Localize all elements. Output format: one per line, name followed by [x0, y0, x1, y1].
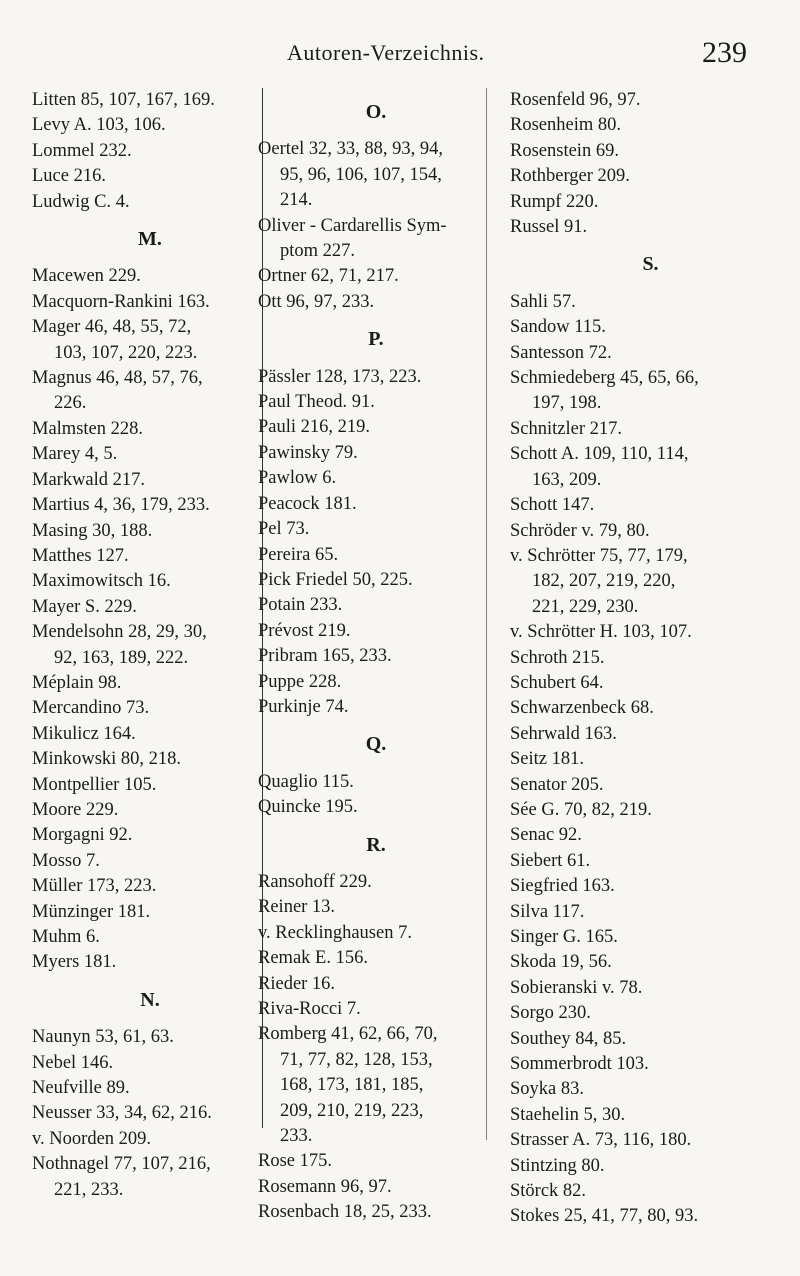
- entry-line: Matthes 127.: [32, 545, 129, 566]
- index-entry: [30, 823, 270, 848]
- entry-line: Pauli 216, 219.: [258, 417, 371, 438]
- index-column-1: [30, 88, 270, 1203]
- index-entry: [508, 874, 793, 899]
- entry-line: v. Recklinghausen 7.: [258, 922, 412, 943]
- index-entry: [256, 214, 496, 265]
- entry-line: Mendelsohn 28, 29, 30,: [32, 622, 207, 643]
- index-entry: [30, 493, 270, 518]
- entry-line: Muhm 6.: [32, 927, 100, 947]
- entry-line: Sorgo 230.: [510, 1003, 591, 1024]
- index-entry: [256, 517, 496, 542]
- index-entry: [256, 619, 496, 644]
- index-entry: [508, 1027, 793, 1052]
- entry-line: v. Schrötter 75, 77, 179,: [510, 545, 688, 566]
- entry-line: Purkinje 74.: [258, 696, 349, 717]
- index-entry: [256, 568, 496, 593]
- index-entry: [508, 1128, 793, 1153]
- index-entry: [508, 544, 793, 620]
- entry-line: Strasser A. 73, 116, 180.: [510, 1130, 692, 1151]
- index-entry: [508, 139, 793, 164]
- entry-line: Mager 46, 48, 55, 72,: [32, 317, 192, 338]
- index-entry: [508, 1179, 793, 1204]
- entry-line: Nothnagel 77, 107, 216,: [32, 1154, 211, 1175]
- entry-continuation: ptom 227.: [280, 241, 356, 262]
- entry-line: Riva-Rocci 7.: [258, 999, 361, 1019]
- entry-line: Skoda 19, 56.: [510, 952, 612, 973]
- index-entry: [30, 747, 270, 772]
- index-entry: [30, 1127, 270, 1152]
- entry-line: Moore 229.: [32, 799, 119, 820]
- entry-line: Maximowitsch 16.: [32, 571, 171, 592]
- entry-line: Singer G. 165.: [510, 927, 618, 947]
- index-entry: [256, 290, 496, 315]
- entry-line: Rosenheim 80.: [510, 115, 621, 136]
- entry-continuation: 233.: [280, 1126, 313, 1147]
- page-title: Autoren-Verzeichnis.: [287, 40, 485, 65]
- entry-line: Schröder v. 79, 80.: [510, 520, 650, 541]
- index-entry: [508, 164, 793, 189]
- entry-line: Senator 205.: [510, 774, 604, 795]
- entry-line: Seitz 181.: [510, 749, 584, 770]
- entry-line: Sobieranski v. 78.: [510, 977, 643, 998]
- index-entry: [256, 770, 496, 795]
- entry-line: Schnitzler 217.: [510, 418, 623, 439]
- entry-line: Rosenstein 69.: [510, 140, 619, 161]
- entry-line: Rumpf 220.: [510, 191, 599, 212]
- index-entry: [30, 722, 270, 747]
- index-entry: [30, 900, 270, 925]
- index-entry: [30, 290, 270, 315]
- index-entry: [30, 1152, 270, 1203]
- index-entry: [256, 795, 496, 820]
- entry-line: Markwald 217.: [32, 469, 146, 490]
- entry-line: Rosenbach 18, 25, 233.: [258, 1202, 432, 1223]
- entry-continuation: 221, 229, 230.: [532, 596, 639, 617]
- entry-line: Montpellier 105.: [32, 774, 157, 795]
- entry-line: Sée G. 70, 82, 219.: [510, 799, 652, 820]
- index-entry: [508, 215, 793, 240]
- index-entry: [30, 544, 270, 569]
- index-entry: [30, 595, 270, 620]
- entry-line: Silva 117.: [510, 901, 585, 922]
- entry-line: Pawinsky 79.: [258, 442, 358, 463]
- entry-line: Southey 84, 85.: [510, 1028, 627, 1049]
- entry-line: Schmiedeberg 45, 65, 66,: [510, 368, 699, 389]
- index-entry: [256, 1200, 496, 1225]
- entry-line: Pribram 165, 233.: [258, 646, 392, 667]
- section-letter: M.: [138, 228, 162, 251]
- index-entry: [30, 696, 270, 721]
- entry-line: Paul Theod. 91.: [258, 392, 375, 413]
- entry-line: Prévost 219.: [258, 620, 351, 641]
- index-column-2: [256, 88, 496, 1226]
- index-entry: [256, 972, 496, 997]
- index-entry: [508, 113, 793, 138]
- entry-continuation: 214.: [280, 190, 313, 211]
- entry-line: Pel 73.: [258, 519, 310, 540]
- index-entry: [30, 315, 270, 366]
- index-entry: [30, 164, 270, 189]
- entry-line: Méplain 98.: [32, 672, 122, 693]
- index-entry: [508, 341, 793, 366]
- entry-line: Litten 85, 107, 167, 169.: [32, 90, 215, 110]
- section-letter: N.: [140, 988, 160, 1011]
- index-entry: [508, 925, 793, 950]
- entry-continuation: 182, 207, 219, 220,: [532, 571, 676, 592]
- entry-line: Potain 233.: [258, 595, 343, 616]
- index-entry: [256, 137, 496, 213]
- index-entry: [256, 670, 496, 695]
- entry-line: Siegfried 163.: [510, 876, 615, 897]
- entry-line: Ludwig C. 4.: [32, 191, 130, 212]
- entry-continuation: 197, 198.: [532, 393, 602, 414]
- index-entry: [256, 466, 496, 491]
- entry-line: Mikulicz 164.: [32, 723, 136, 744]
- index-entry: [256, 264, 496, 289]
- index-entry: [256, 492, 496, 517]
- entry-continuation: 103, 107, 220, 223.: [54, 342, 198, 363]
- entry-line: Mercandino 73.: [32, 698, 150, 719]
- index-entry: [508, 646, 793, 671]
- entry-continuation: 221, 233.: [54, 1179, 124, 1200]
- index-entry: [30, 519, 270, 544]
- entry-line: Siebert 61.: [510, 850, 591, 871]
- index-entry: [30, 1076, 270, 1101]
- index-entry: [30, 849, 270, 874]
- entry-line: Minkowski 80, 218.: [32, 749, 182, 770]
- index-entry: [256, 543, 496, 568]
- entry-line: Romberg 41, 62, 66, 70,: [258, 1024, 438, 1045]
- entry-line: Quincke 195.: [258, 797, 358, 818]
- index-entry: [508, 442, 793, 493]
- index-entry: [30, 1101, 270, 1126]
- entry-line: Störck 82.: [510, 1181, 587, 1202]
- index-entry: [256, 870, 496, 895]
- index-entry: [30, 874, 270, 899]
- entry-continuation: 163, 209.: [532, 469, 602, 490]
- index-entry: [508, 315, 793, 340]
- entry-line: Pick Friedel 50, 225.: [258, 569, 413, 590]
- index-entry: [508, 773, 793, 798]
- index-entry: [508, 1103, 793, 1128]
- index-entry: [508, 976, 793, 1001]
- index-entry: [30, 1051, 270, 1076]
- section-letter: O.: [365, 101, 387, 123]
- entry-line: Ott 96, 97, 233.: [258, 291, 375, 312]
- entry-line: Schott A. 109, 110, 114,: [510, 444, 689, 465]
- page-number: 239: [702, 36, 747, 69]
- index-entry: [30, 264, 270, 289]
- index-entry: [30, 671, 270, 696]
- index-entry: [508, 696, 793, 721]
- index-entry: [256, 921, 496, 946]
- entry-line: Pereira 65.: [258, 544, 339, 565]
- entry-line: Masing 30, 188.: [32, 520, 153, 541]
- entry-line: Sommerbrodt 103.: [510, 1054, 649, 1075]
- index-entry: [30, 417, 270, 442]
- entry-line: Rieder 16.: [258, 973, 336, 994]
- index-entry: [508, 1052, 793, 1077]
- index-entry: [508, 620, 793, 645]
- index-entry: [256, 1149, 496, 1174]
- entry-line: Rosemann 96, 97.: [258, 1176, 392, 1197]
- section-letter: P.: [368, 328, 384, 351]
- index-entry: [508, 950, 793, 975]
- entry-line: Pässler 128, 173, 223.: [258, 366, 422, 387]
- entry-line: Malmsten 228.: [32, 418, 143, 439]
- index-entry: [30, 1025, 270, 1050]
- entry-line: v. Noorden 209.: [32, 1128, 152, 1149]
- index-entry: [30, 190, 270, 215]
- page-header: [0, 36, 800, 80]
- index-entry: [256, 415, 496, 440]
- entry-line: Rose 175.: [258, 1151, 332, 1172]
- entry-line: Myers 181.: [32, 952, 117, 973]
- entry-line: Naunyn 53, 61, 63.: [32, 1027, 174, 1048]
- entry-line: Macquorn-Rankini 163.: [32, 291, 210, 312]
- index-entry: [508, 1204, 793, 1229]
- entry-line: Reiner 13.: [258, 897, 336, 918]
- index-entry: [256, 365, 496, 390]
- index-entry: [508, 823, 793, 848]
- index-entry: [256, 1022, 496, 1149]
- index-entry: [508, 417, 793, 442]
- entry-line: Peacock 181.: [258, 493, 357, 514]
- index-entry: [30, 88, 270, 113]
- entry-line: Quaglio 115.: [258, 771, 354, 792]
- entry-line: Magnus 46, 48, 57, 76,: [32, 368, 203, 389]
- entry-line: Mayer S. 229.: [32, 596, 137, 617]
- entry-line: Rosenfeld 96, 97.: [510, 90, 641, 110]
- entry-continuation: 209, 210, 219, 223,: [280, 1100, 424, 1121]
- index-entry: [30, 139, 270, 164]
- index-entry: [256, 593, 496, 618]
- index-entry: [30, 925, 270, 950]
- entry-line: Schwarzenbeck 68.: [510, 698, 654, 719]
- entry-line: Morgagni 92.: [32, 825, 133, 846]
- entry-line: Schott 147.: [510, 495, 595, 516]
- entry-line: v. Schrötter H. 103, 107.: [510, 622, 692, 643]
- entry-line: Senac 92.: [510, 825, 582, 846]
- entry-line: Müller 173, 223.: [32, 876, 157, 897]
- entry-continuation: 168, 173, 181, 185,: [280, 1075, 424, 1096]
- entry-line: Neufville 89.: [32, 1078, 130, 1099]
- index-entry: [508, 519, 793, 544]
- entry-line: Rothberger 209.: [510, 166, 630, 187]
- entry-line: Sandow 115.: [510, 317, 606, 338]
- index-entry: [256, 390, 496, 415]
- index-entry: [508, 493, 793, 518]
- entry-line: Martius 4, 36, 179, 233.: [32, 495, 210, 516]
- entry-line: Levy A. 103, 106.: [32, 115, 166, 136]
- entry-line: Sehrwald 163.: [510, 723, 617, 744]
- entry-line: Stokes 25, 41, 77, 80, 93.: [510, 1206, 699, 1227]
- entry-line: Neusser 33, 34, 62, 216.: [32, 1103, 212, 1124]
- entry-line: Schubert 64.: [510, 672, 604, 693]
- entry-line: Stintzing 80.: [510, 1155, 605, 1176]
- entry-line: Soyka 83.: [510, 1079, 584, 1100]
- entry-line: Luce 216.: [32, 166, 106, 187]
- index-entry: [256, 644, 496, 669]
- entry-line: Ortner 62, 71, 217.: [258, 266, 399, 287]
- entry-line: Santesson 72.: [510, 342, 612, 363]
- entry-continuation: 226.: [54, 393, 87, 414]
- index-entry: [508, 366, 793, 417]
- entry-line: Macewen 229.: [32, 266, 141, 287]
- section-letter: R.: [366, 833, 386, 856]
- index-entry: [508, 671, 793, 696]
- entry-line: Schroth 215.: [510, 647, 605, 668]
- index-entry: [30, 366, 270, 417]
- entry-continuation: 92, 163, 189, 222.: [54, 647, 189, 668]
- index-entry: [508, 1154, 793, 1179]
- entry-line: Remak E. 156.: [258, 948, 368, 969]
- index-entry: [30, 620, 270, 671]
- index-entry: [508, 849, 793, 874]
- index-entry: [508, 1077, 793, 1102]
- entry-line: Marey 4, 5.: [32, 444, 118, 465]
- entry-line: Oertel 32, 33, 88, 93, 94,: [258, 139, 443, 160]
- section-letter: S.: [642, 253, 659, 276]
- entry-line: Oliver - Cardarellis Sym-: [258, 215, 447, 236]
- index-entry: [508, 88, 793, 113]
- entry-line: Sahli 57.: [510, 291, 576, 312]
- entry-line: Puppe 228.: [258, 671, 342, 692]
- entry-line: Ransohoff 229.: [258, 871, 372, 892]
- entry-line: Nebel 146.: [32, 1052, 114, 1073]
- index-entry: [30, 798, 270, 823]
- index-entry: [508, 747, 793, 772]
- index-entry: [508, 190, 793, 215]
- index-entry: [30, 950, 270, 975]
- entry-line: Münzinger 181.: [32, 901, 151, 922]
- entry-line: Mosso 7.: [32, 850, 100, 871]
- index-entry: [256, 441, 496, 466]
- entry-line: Lommel 232.: [32, 140, 132, 161]
- index-entry: [256, 1175, 496, 1200]
- index-entry: [256, 997, 496, 1022]
- index-entry: [256, 895, 496, 920]
- index-entry: [30, 773, 270, 798]
- entry-continuation: 71, 77, 82, 128, 153,: [280, 1049, 433, 1070]
- index-entry: [508, 798, 793, 823]
- index-entry: [508, 1001, 793, 1026]
- section-letter: Q.: [365, 733, 387, 756]
- entry-line: Pawlow 6.: [258, 468, 337, 489]
- index-entry: [508, 290, 793, 315]
- index-entry: [30, 468, 270, 493]
- index-column-3: [508, 88, 793, 1230]
- index-entry: [256, 695, 496, 720]
- index-entry: [30, 569, 270, 594]
- entry-continuation: 95, 96, 106, 107, 154,: [280, 164, 442, 185]
- entry-line: Russel 91.: [510, 217, 588, 238]
- index-entry: [30, 113, 270, 138]
- entry-line: Staehelin 5, 30.: [510, 1104, 626, 1125]
- index-entry: [508, 900, 793, 925]
- index-entry: [256, 946, 496, 971]
- index-entry: [508, 722, 793, 747]
- index-entry: [30, 442, 270, 467]
